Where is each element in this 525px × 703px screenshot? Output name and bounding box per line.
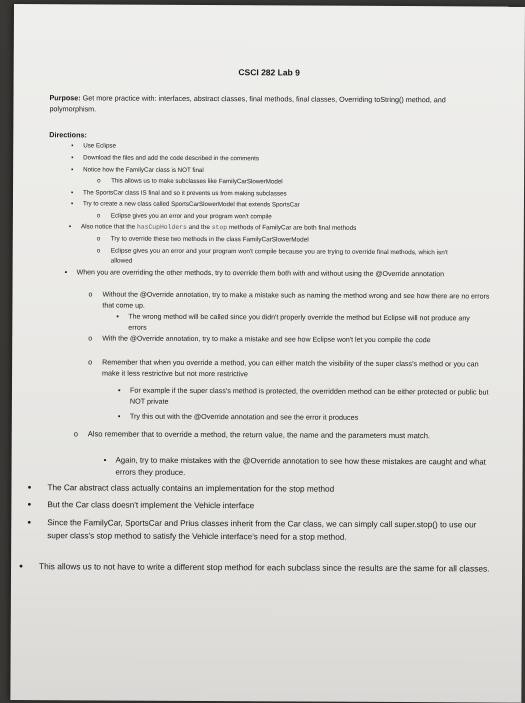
list-item-notice-familycar [71, 165, 463, 176]
list-item-car-not-implement [27, 499, 497, 513]
directions-heading: Directions: [49, 130, 87, 140]
bullet-icon: ▪ [68, 223, 72, 231]
item-text: The Car abstract class actually contains an implementation for the stop method [47, 483, 335, 494]
list-item-download-files [71, 153, 463, 164]
item-text: This allows us to not have to write a different stop method for each subclass since the results are the same for all classes. [39, 561, 490, 574]
list-item-since-inherit [27, 516, 497, 544]
bullet-icon: o [88, 335, 93, 343]
item-text: Use Eclipse [83, 142, 116, 150]
item-text: For example if the super class's method is protected, the overridden method can be either protected or public but NOT private [129, 385, 489, 406]
item-text: Eclipse gives you an error and your program won't compile because you are trying to override final methods, which isn't allowed [110, 247, 448, 265]
document-page [10, 4, 525, 703]
item-text: Since the FamilyCar, SportsCar and Prius classes inherit from the Car class, we can simply call super.stop() to use our super class's stop method to satisfy the Vehicle interface's need for a stop method. [47, 518, 477, 542]
item-text: Without the @Override annotation, try to make a mistake such as naming the method wrong and see how there are no errors that come up. [102, 291, 490, 310]
item-text: Eclipse gives you an error and your program won't compile [110, 212, 272, 221]
item-text: Try this out with the @Override annotation and see the error it produces [129, 411, 359, 422]
list-item-without-override [88, 290, 492, 313]
list-item-eclipse-error [96, 212, 471, 223]
item-text: The SportsCar class IS final and so it prevents us from making subclasses [82, 189, 287, 198]
list-item-for-example [117, 385, 490, 409]
bullet-icon: ● [19, 563, 24, 571]
bullet-icon: ▪ [70, 189, 74, 197]
item-text: This allows us to make subclasses like FamilyCarSlowerModel [111, 177, 283, 186]
list-item-allows-not [19, 560, 499, 575]
list-item-car-abstract [27, 482, 497, 496]
bullet-icon: ● [27, 519, 32, 527]
item-text: Also remember that to override a method, the return value, the name and the parameters must match. [87, 429, 431, 441]
list-item-again-try [103, 455, 496, 480]
bullet-icon: o [96, 247, 101, 255]
bullet-icon: o [97, 177, 101, 185]
bullet-icon: ● [27, 484, 32, 492]
list-item-also-notice [68, 222, 481, 234]
bullet-icon: ▪ [117, 411, 121, 421]
bullet-icon: o [88, 357, 93, 367]
item-text: Try to override these two methods in the class FamilyCarSlowerModel [110, 235, 309, 244]
bullet-icon: ▪ [70, 200, 74, 208]
item-text: Remember that when you override a method, you can either match the visibility of the super class's method or you can make it less restrictive but not more restrictive [102, 357, 479, 379]
item-text: When you are overriding the other methods, try to override them both with and without using the @Override annotation [76, 269, 445, 279]
bullet-icon: ▪ [71, 166, 74, 174]
bullet-icon: ▪ [64, 269, 68, 277]
item-text: With the @Override annotation, try to make a mistake and see how Eclipse won't let you compile the code [102, 335, 431, 345]
list-item-sportscar-final [70, 188, 463, 199]
inline-code: stop [211, 224, 228, 232]
bullet-icon: ▪ [103, 455, 107, 465]
bullet-icon: o [96, 212, 101, 220]
item-text: Again, try to make mistakes with the @Override annotation to see how these mistakes are caught and what errors they produce. [115, 455, 486, 477]
list-item-try-override [96, 235, 471, 246]
list-item-use-eclipse [71, 141, 463, 152]
list-item-when-overriding [64, 268, 497, 281]
inline-code: hasCupHolders [136, 223, 187, 231]
item-text: methods of FamilyCar are both final methods [227, 224, 357, 232]
purpose-paragraph [49, 92, 489, 116]
list-item-also-remember [73, 428, 498, 442]
bullet-icon: o [88, 291, 93, 299]
bullet-icon: ● [27, 501, 32, 509]
list-item-try-create [70, 199, 463, 210]
purpose-text: Get more practice with: interfaces, abstract classes, final methods, final classes, Overriding toString() method, and polymorphism. [49, 93, 446, 114]
page-title: CSCI 282 Lab 9 [238, 67, 300, 78]
bullet-icon: ▪ [117, 385, 121, 395]
item-text: The wrong method will be called since you didn't properly override the method but Eclipse will not produce any errors [128, 313, 470, 332]
bullet-icon: ▪ [71, 142, 74, 150]
list-item-eclipse-error-final [96, 247, 461, 269]
bullet-icon: ▪ [116, 313, 119, 321]
item-text: Also notice that the [80, 223, 137, 231]
bullet-icon: ▪ [71, 154, 74, 162]
item-text: Download the files and add the code described in the comments [83, 154, 259, 163]
purpose-label: Purpose: [49, 93, 81, 103]
item-text: Notice how the FamilyCar class is NOT final [83, 166, 204, 174]
item-text: But the Car class doesn't implement the Vehicle interface [47, 500, 255, 511]
list-item-try-this-out [117, 411, 490, 424]
list-item-with-override [88, 334, 492, 347]
item-text: Try to create a new class called SportsCarSlowerModel that extends SportsCar [82, 200, 300, 209]
list-item-wrong-method [116, 313, 488, 336]
bullet-icon: o [96, 235, 101, 243]
list-item-remember-visibility [88, 356, 492, 380]
item-text: and the [186, 223, 212, 232]
bullet-icon: o [73, 429, 79, 439]
list-item-allows-subclasses [97, 177, 471, 188]
